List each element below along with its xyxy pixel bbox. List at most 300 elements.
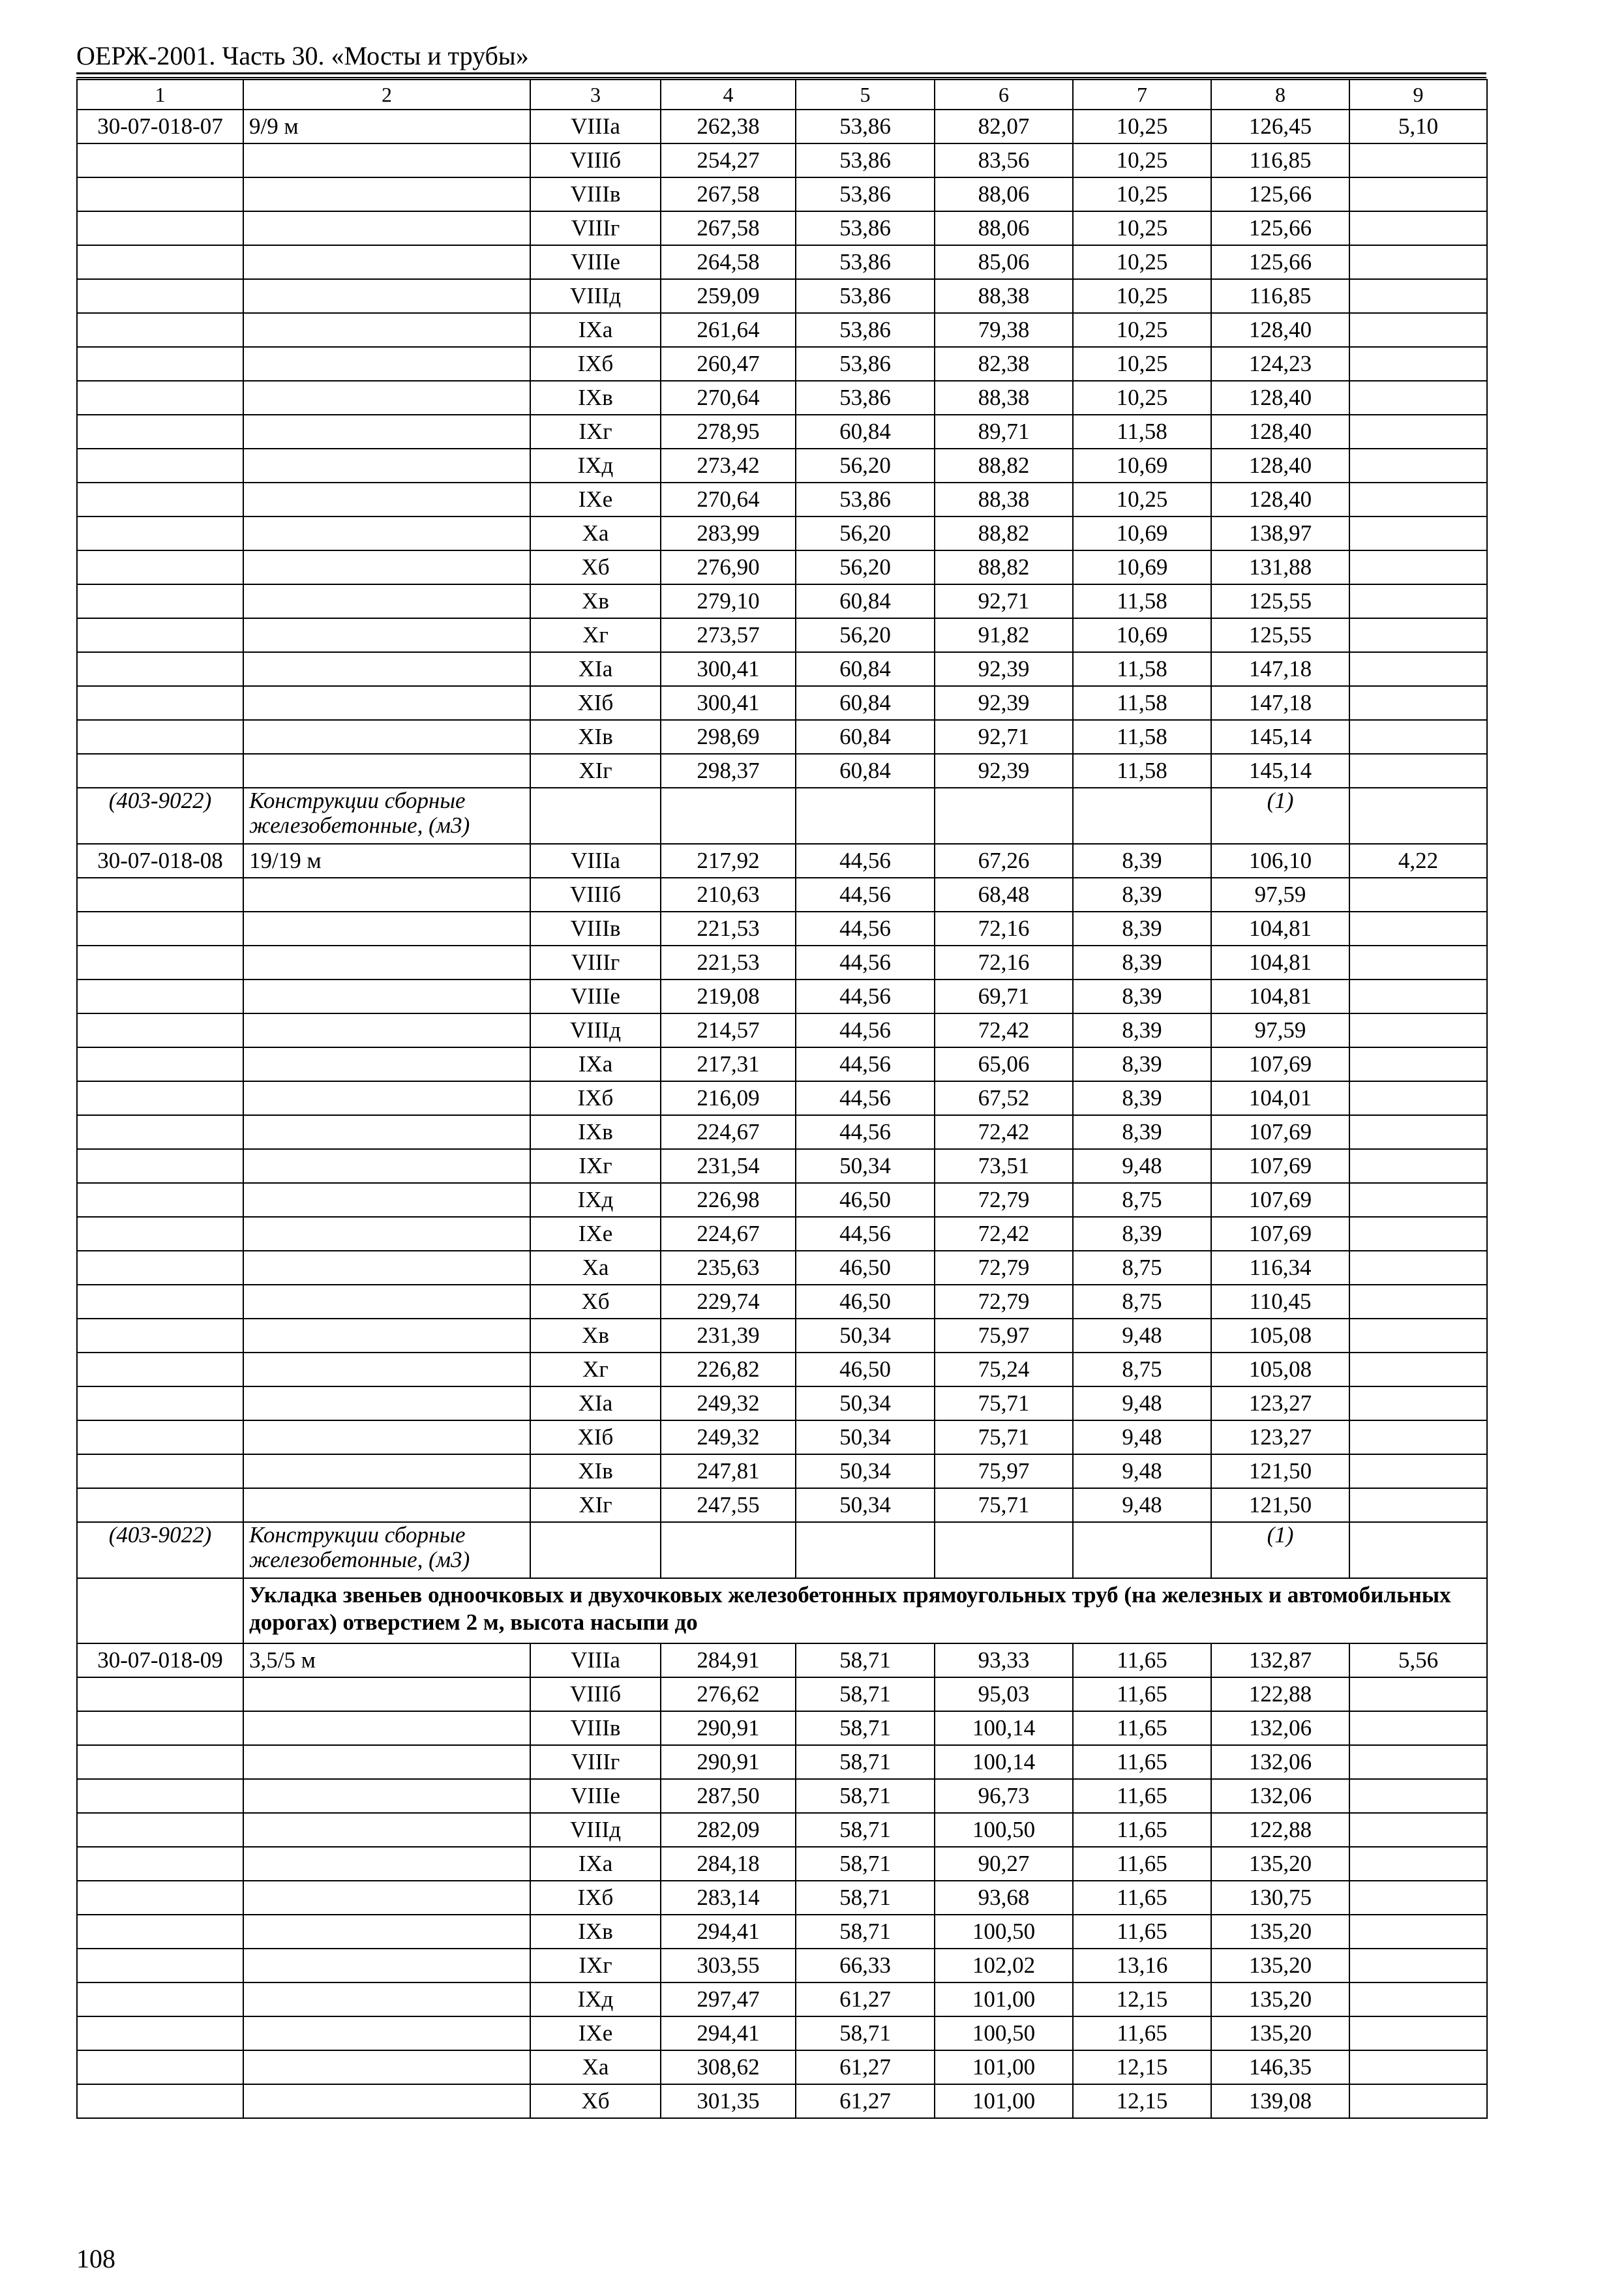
col9-cell <box>1349 1081 1487 1115</box>
description-cell <box>243 2084 530 2118</box>
value-cell: 50,34 <box>796 1420 935 1454</box>
value-cell: 102,02 <box>935 1949 1073 1982</box>
value-cell: 146,35 <box>1211 2050 1349 2084</box>
column-number: 7 <box>1073 80 1211 110</box>
value-cell: 122,88 <box>1211 1813 1349 1847</box>
description-cell <box>243 1949 530 1982</box>
description-cell <box>243 483 530 516</box>
code-cell <box>77 1745 243 1779</box>
description-cell <box>243 1915 530 1949</box>
footer-unit-cell: (1) <box>1211 1522 1349 1578</box>
value-cell: 9,48 <box>1073 1386 1211 1420</box>
value-cell: 82,38 <box>935 347 1073 381</box>
value-cell: 58,71 <box>796 1745 935 1779</box>
value-cell: 279,10 <box>661 584 796 618</box>
description-cell <box>243 1779 530 1813</box>
class-cell: IXг <box>530 1949 661 1982</box>
col9-cell <box>1349 550 1487 584</box>
code-cell <box>77 381 243 415</box>
value-cell: 68,48 <box>935 878 1073 912</box>
value-cell: 8,39 <box>1073 844 1211 878</box>
table-row <box>77 2084 1487 2118</box>
value-cell: 97,59 <box>1211 878 1349 912</box>
description-cell <box>243 1488 530 1522</box>
value-cell: 8,39 <box>1073 912 1211 946</box>
value-cell: 123,27 <box>1211 1386 1349 1420</box>
class-cell: XIв <box>530 720 661 754</box>
description-cell <box>243 1677 530 1711</box>
code-cell <box>77 686 243 720</box>
code-cell <box>77 618 243 652</box>
value-cell: 88,82 <box>935 516 1073 550</box>
col9-cell <box>1349 143 1487 177</box>
value-cell: 44,56 <box>796 1115 935 1149</box>
value-cell: 89,71 <box>935 415 1073 449</box>
col9-cell <box>1349 946 1487 980</box>
description-cell <box>243 1251 530 1285</box>
value-cell: 69,71 <box>935 980 1073 1013</box>
class-cell: IXа <box>530 313 661 347</box>
value-cell: 124,23 <box>1211 347 1349 381</box>
value-cell: 284,91 <box>661 1643 796 1677</box>
table-row <box>77 754 1487 788</box>
value-cell: 75,71 <box>935 1488 1073 1522</box>
class-cell: XIа <box>530 652 661 686</box>
col9-cell <box>1349 584 1487 618</box>
code-cell <box>77 1149 243 1183</box>
value-cell: 101,00 <box>935 1982 1073 2016</box>
value-cell: 11,65 <box>1073 1813 1211 1847</box>
value-cell: 100,50 <box>935 1813 1073 1847</box>
value-cell: 283,14 <box>661 1881 796 1915</box>
code-cell <box>77 1711 243 1745</box>
description-cell <box>243 381 530 415</box>
description-cell <box>243 652 530 686</box>
empty-cell <box>661 1522 796 1578</box>
value-cell: 44,56 <box>796 1047 935 1081</box>
value-cell: 125,66 <box>1211 245 1349 279</box>
value-cell: 135,20 <box>1211 1982 1349 2016</box>
class-cell: Xв <box>530 1319 661 1353</box>
value-cell: 72,79 <box>935 1251 1073 1285</box>
value-cell: 104,81 <box>1211 912 1349 946</box>
value-cell: 125,66 <box>1211 211 1349 245</box>
code-cell: 30-07-018-07 <box>77 110 243 143</box>
value-cell: 53,86 <box>796 143 935 177</box>
class-cell: VIIIд <box>530 1013 661 1047</box>
description-cell <box>243 584 530 618</box>
description-cell <box>243 946 530 980</box>
description-cell <box>243 686 530 720</box>
value-cell: 10,25 <box>1073 279 1211 313</box>
value-cell: 267,58 <box>661 211 796 245</box>
table-row <box>77 2050 1487 2084</box>
value-cell: 116,85 <box>1211 143 1349 177</box>
table-row <box>77 313 1487 347</box>
col9-cell <box>1349 686 1487 720</box>
value-cell: 11,58 <box>1073 686 1211 720</box>
col9-cell <box>1349 1711 1487 1745</box>
value-cell: 135,20 <box>1211 2016 1349 2050</box>
column-number: 9 <box>1349 80 1487 110</box>
description-cell: 3,5/5 м <box>243 1643 530 1677</box>
col9-cell <box>1349 1420 1487 1454</box>
description-cell <box>243 1982 530 2016</box>
value-cell: 8,39 <box>1073 878 1211 912</box>
value-cell: 8,75 <box>1073 1285 1211 1319</box>
value-cell: 261,64 <box>661 313 796 347</box>
class-cell: Xа <box>530 1251 661 1285</box>
value-cell: 9,48 <box>1073 1319 1211 1353</box>
table-row <box>77 516 1487 550</box>
code-cell: 30-07-018-08 <box>77 844 243 878</box>
empty-cell <box>661 788 796 844</box>
col9-cell <box>1349 415 1487 449</box>
description-cell <box>243 1217 530 1251</box>
value-cell: 8,39 <box>1073 1115 1211 1149</box>
table-row <box>77 1847 1487 1881</box>
description-cell <box>243 1013 530 1047</box>
col9-cell <box>1349 1319 1487 1353</box>
class-cell: VIIIд <box>530 1813 661 1847</box>
class-cell: VIIIе <box>530 245 661 279</box>
class-cell: XIб <box>530 686 661 720</box>
value-cell: 105,08 <box>1211 1353 1349 1386</box>
value-cell: 72,42 <box>935 1115 1073 1149</box>
col9-cell <box>1349 1915 1487 1949</box>
value-cell: 50,34 <box>796 1488 935 1522</box>
table-row <box>77 1251 1487 1285</box>
value-cell: 105,08 <box>1211 1319 1349 1353</box>
value-cell: 67,26 <box>935 844 1073 878</box>
description-cell <box>243 177 530 211</box>
column-number-row <box>77 80 1487 110</box>
value-cell: 131,88 <box>1211 550 1349 584</box>
empty-cell <box>935 1522 1073 1578</box>
value-cell: 56,20 <box>796 516 935 550</box>
code-cell <box>77 1285 243 1319</box>
column-number: 4 <box>661 80 796 110</box>
code-cell <box>77 1013 243 1047</box>
value-cell: 287,50 <box>661 1779 796 1813</box>
code-cell <box>77 1217 243 1251</box>
value-cell: 110,45 <box>1211 1285 1349 1319</box>
value-cell: 10,69 <box>1073 449 1211 483</box>
value-cell: 92,71 <box>935 720 1073 754</box>
value-cell: 75,71 <box>935 1420 1073 1454</box>
value-cell: 226,98 <box>661 1183 796 1217</box>
value-cell: 72,79 <box>935 1285 1073 1319</box>
class-cell: Xб <box>530 1285 661 1319</box>
value-cell: 53,86 <box>796 110 935 143</box>
value-cell: 88,06 <box>935 177 1073 211</box>
value-cell: 72,16 <box>935 912 1073 946</box>
value-cell: 294,41 <box>661 2016 796 2050</box>
value-cell: 298,37 <box>661 754 796 788</box>
class-cell: IXб <box>530 1881 661 1915</box>
col9-cell <box>1349 1488 1487 1522</box>
code-cell <box>77 550 243 584</box>
description-cell <box>243 1420 530 1454</box>
value-cell: 44,56 <box>796 1217 935 1251</box>
value-cell: 88,38 <box>935 279 1073 313</box>
table-row <box>77 1711 1487 1745</box>
value-cell: 128,40 <box>1211 483 1349 516</box>
value-cell: 249,32 <box>661 1420 796 1454</box>
class-cell: Xа <box>530 516 661 550</box>
col9-cell <box>1349 1217 1487 1251</box>
empty-cell <box>796 788 935 844</box>
code-cell <box>77 449 243 483</box>
value-cell: 290,91 <box>661 1711 796 1745</box>
table-row <box>77 415 1487 449</box>
value-cell: 128,40 <box>1211 415 1349 449</box>
value-cell: 130,75 <box>1211 1881 1349 1915</box>
col9-cell <box>1349 754 1487 788</box>
value-cell: 10,25 <box>1073 483 1211 516</box>
value-cell: 61,27 <box>796 2084 935 2118</box>
value-cell: 219,08 <box>661 980 796 1013</box>
description-cell <box>243 1319 530 1353</box>
code-cell <box>77 652 243 686</box>
section-heading: Укладка звеньев одноочковых и двухочковых железобетонных прямоугольных труб (на железных и автомобильных дорогах) отверстием 2 м, высота насыпи до <box>243 1578 1487 1643</box>
value-cell: 58,71 <box>796 1711 935 1745</box>
col9-cell <box>1349 1982 1487 2016</box>
value-cell: 58,71 <box>796 1847 935 1881</box>
code-cell <box>77 2084 243 2118</box>
class-cell: IXа <box>530 1047 661 1081</box>
value-cell: 46,50 <box>796 1285 935 1319</box>
value-cell: 53,86 <box>796 483 935 516</box>
table-row <box>77 618 1487 652</box>
value-cell: 273,42 <box>661 449 796 483</box>
value-cell: 229,74 <box>661 1285 796 1319</box>
class-cell: VIIIа <box>530 1643 661 1677</box>
col9-cell: 5,10 <box>1349 110 1487 143</box>
col9-cell <box>1349 1847 1487 1881</box>
value-cell: 92,39 <box>935 754 1073 788</box>
code-cell <box>77 177 243 211</box>
value-cell: 88,38 <box>935 483 1073 516</box>
class-cell: VIIIе <box>530 1779 661 1813</box>
class-cell: IXв <box>530 381 661 415</box>
value-cell: 56,20 <box>796 449 935 483</box>
value-cell: 60,84 <box>796 720 935 754</box>
value-cell: 128,40 <box>1211 381 1349 415</box>
class-cell: XIг <box>530 754 661 788</box>
table-row <box>77 1081 1487 1115</box>
value-cell: 44,56 <box>796 912 935 946</box>
col9-cell <box>1349 980 1487 1013</box>
col9-cell <box>1349 381 1487 415</box>
col9-cell <box>1349 1251 1487 1285</box>
class-cell: Xб <box>530 550 661 584</box>
col9-cell <box>1349 1013 1487 1047</box>
value-cell: 254,27 <box>661 143 796 177</box>
table-row <box>77 211 1487 245</box>
value-cell: 66,33 <box>796 1949 935 1982</box>
code-cell <box>77 415 243 449</box>
value-cell: 235,63 <box>661 1251 796 1285</box>
value-cell: 72,16 <box>935 946 1073 980</box>
value-cell: 92,71 <box>935 584 1073 618</box>
value-cell: 65,06 <box>935 1047 1073 1081</box>
class-cell: Xв <box>530 584 661 618</box>
value-cell: 290,91 <box>661 1745 796 1779</box>
table-row <box>77 1217 1487 1251</box>
footer-description-cell: Конструкции сборные железобетонные, (м3) <box>243 788 530 844</box>
table-row <box>77 1047 1487 1081</box>
description-cell: 9/9 м <box>243 110 530 143</box>
value-cell: 60,84 <box>796 686 935 720</box>
value-cell: 58,71 <box>796 1677 935 1711</box>
description-cell <box>243 754 530 788</box>
empty-cell <box>530 788 661 844</box>
value-cell: 58,71 <box>796 1779 935 1813</box>
class-cell: VIIIе <box>530 980 661 1013</box>
value-cell: 11,65 <box>1073 1847 1211 1881</box>
value-cell: 100,50 <box>935 1915 1073 1949</box>
value-cell: 11,65 <box>1073 1677 1211 1711</box>
value-cell: 53,86 <box>796 313 935 347</box>
class-cell: IXе <box>530 1217 661 1251</box>
table-row <box>77 878 1487 912</box>
col9-cell <box>1349 1115 1487 1149</box>
class-cell: XIг <box>530 1488 661 1522</box>
table-row <box>77 652 1487 686</box>
value-cell: 44,56 <box>796 980 935 1013</box>
value-cell: 226,82 <box>661 1353 796 1386</box>
column-number: 6 <box>935 80 1073 110</box>
table-row <box>77 279 1487 313</box>
value-cell: 249,32 <box>661 1386 796 1420</box>
code-cell: 30-07-018-09 <box>77 1643 243 1677</box>
footer-description-cell: Конструкции сборные железобетонные, (м3) <box>243 1522 530 1578</box>
col9-cell <box>1349 516 1487 550</box>
code-cell <box>77 1915 243 1949</box>
value-cell: 82,07 <box>935 110 1073 143</box>
col9-cell <box>1349 912 1487 946</box>
value-cell: 121,50 <box>1211 1454 1349 1488</box>
value-cell: 12,15 <box>1073 2084 1211 2118</box>
empty-cell <box>1073 788 1211 844</box>
col9-cell <box>1349 1183 1487 1217</box>
value-cell: 107,69 <box>1211 1047 1349 1081</box>
code-cell <box>77 720 243 754</box>
class-cell: XIв <box>530 1454 661 1488</box>
class-cell: VIIIв <box>530 912 661 946</box>
col9-cell <box>1349 1047 1487 1081</box>
table-row <box>77 143 1487 177</box>
code-cell <box>77 980 243 1013</box>
code-cell <box>77 1420 243 1454</box>
description-cell <box>243 1149 530 1183</box>
col9-cell <box>1349 720 1487 754</box>
value-cell: 9,48 <box>1073 1488 1211 1522</box>
code-cell <box>77 2016 243 2050</box>
table-row <box>77 110 1487 143</box>
class-cell: VIIIг <box>530 946 661 980</box>
empty-cell <box>1073 1522 1211 1578</box>
value-cell: 104,81 <box>1211 946 1349 980</box>
class-cell: IXд <box>530 1982 661 2016</box>
value-cell: 301,35 <box>661 2084 796 2118</box>
col9-cell <box>1349 2016 1487 2050</box>
value-cell: 221,53 <box>661 912 796 946</box>
description-cell <box>243 449 530 483</box>
code-cell <box>77 1386 243 1420</box>
value-cell: 58,71 <box>796 1881 935 1915</box>
value-cell: 50,34 <box>796 1454 935 1488</box>
value-cell: 44,56 <box>796 1013 935 1047</box>
section-heading-row <box>77 1578 1487 1643</box>
value-cell: 88,82 <box>935 550 1073 584</box>
value-cell: 46,50 <box>796 1353 935 1386</box>
value-cell: 93,68 <box>935 1881 1073 1915</box>
description-cell <box>243 143 530 177</box>
column-number: 1 <box>77 80 243 110</box>
description-cell <box>243 912 530 946</box>
col9-cell <box>1349 1353 1487 1386</box>
value-cell: 97,59 <box>1211 1013 1349 1047</box>
class-cell: VIIIа <box>530 110 661 143</box>
table-row <box>77 483 1487 516</box>
value-cell: 10,25 <box>1073 381 1211 415</box>
table-row <box>77 1115 1487 1149</box>
table-row <box>77 550 1487 584</box>
description-cell <box>243 279 530 313</box>
value-cell: 11,58 <box>1073 754 1211 788</box>
value-cell: 92,39 <box>935 686 1073 720</box>
description-cell <box>243 1454 530 1488</box>
description-cell <box>243 211 530 245</box>
table-row <box>77 946 1487 980</box>
code-cell <box>77 483 243 516</box>
value-cell: 125,55 <box>1211 618 1349 652</box>
value-cell: 11,65 <box>1073 1881 1211 1915</box>
code-cell <box>77 279 243 313</box>
value-cell: 11,65 <box>1073 1711 1211 1745</box>
description-cell <box>243 1353 530 1386</box>
value-cell: 75,24 <box>935 1353 1073 1386</box>
description-cell <box>243 1081 530 1115</box>
col9-cell <box>1349 1285 1487 1319</box>
value-cell: 10,69 <box>1073 516 1211 550</box>
description-cell <box>243 618 530 652</box>
class-cell: XIа <box>530 1386 661 1420</box>
table-row <box>77 1915 1487 1949</box>
description-cell <box>243 415 530 449</box>
code-cell <box>77 1813 243 1847</box>
value-cell: 270,64 <box>661 381 796 415</box>
col9-cell <box>1349 1949 1487 1982</box>
value-cell: 83,56 <box>935 143 1073 177</box>
value-cell: 10,25 <box>1073 177 1211 211</box>
description-cell <box>243 550 530 584</box>
value-cell: 73,51 <box>935 1149 1073 1183</box>
description-cell <box>243 2050 530 2084</box>
description-cell <box>243 1847 530 1881</box>
class-cell: VIIIб <box>530 878 661 912</box>
value-cell: 95,03 <box>935 1677 1073 1711</box>
description-cell <box>243 720 530 754</box>
table-row <box>77 1420 1487 1454</box>
code-cell <box>77 912 243 946</box>
value-cell: 10,25 <box>1073 245 1211 279</box>
value-cell: 259,09 <box>661 279 796 313</box>
description-cell <box>243 1711 530 1745</box>
class-cell: VIIIг <box>530 1745 661 1779</box>
